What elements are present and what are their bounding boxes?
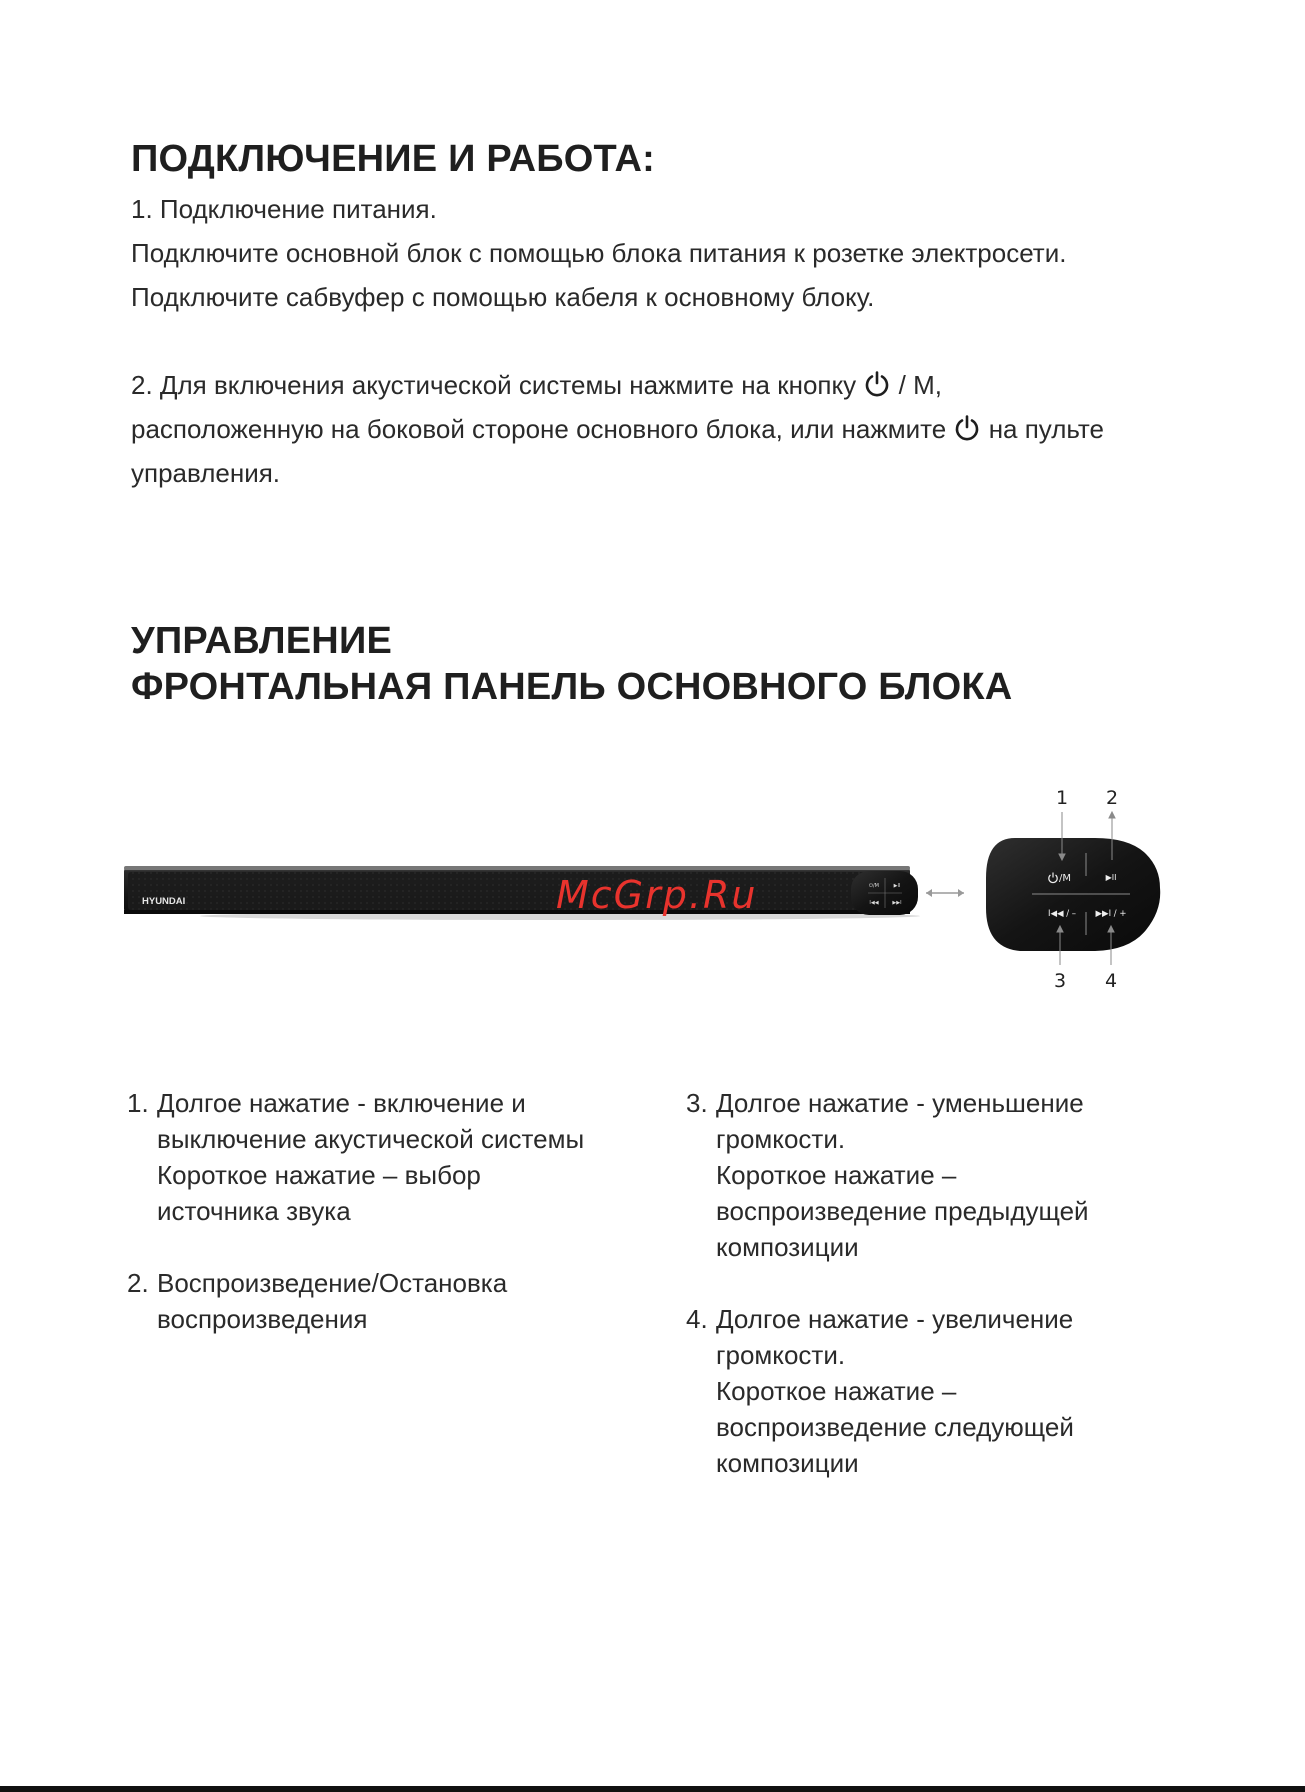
- step2-text-a: 2. Для включения акустической системы нажмите на кнопку: [131, 370, 864, 400]
- callout-1: 1: [1055, 787, 1069, 809]
- legend-line: воспроизведения: [157, 1304, 368, 1334]
- legend-line: громкости.: [716, 1124, 846, 1154]
- small-button-prev: I◀◀: [869, 900, 879, 906]
- legend-line: Долгое нажатие - увеличение: [716, 1304, 1074, 1334]
- legend-line: Короткое нажатие – выбор: [157, 1160, 481, 1190]
- legend-item-number: 3.: [686, 1088, 708, 1118]
- small-button-next: ▶▶I: [892, 900, 902, 906]
- brand-logo: HYUNDAI: [142, 896, 186, 907]
- legend-line: Короткое нажатие –: [716, 1160, 957, 1190]
- step2-line3: управления.: [131, 458, 281, 488]
- section-heading-front-panel: ФРОНТАЛЬНАЯ ПАНЕЛЬ ОСНОВНОГО БЛОКА: [131, 666, 1013, 708]
- step2-line2: [131, 414, 1104, 445]
- legend-item-number: 2.: [127, 1268, 149, 1298]
- step1-title: 1. Подключение питания.: [131, 194, 437, 224]
- button-play-pause: ▶II: [1105, 873, 1117, 882]
- power-icon: [953, 414, 981, 442]
- callout-4: 4: [1104, 970, 1118, 992]
- legend-item-1: [127, 1085, 647, 1229]
- small-button-power: ⏻/M: [869, 883, 879, 889]
- callout-3: 3: [1053, 970, 1067, 992]
- small-button-play: ▶II: [893, 883, 901, 889]
- legend-item-4: [686, 1301, 1226, 1481]
- legend-item-number: 1.: [127, 1088, 149, 1118]
- side-panel-small: [851, 871, 918, 915]
- legend-item-3: [686, 1085, 1226, 1265]
- step2-line1: [131, 370, 942, 401]
- legend-line: источника звука: [157, 1196, 351, 1226]
- legend-line: Долгое нажатие - уменьшение: [716, 1088, 1084, 1118]
- step2-text-b: / M,: [898, 370, 942, 400]
- zoom-arrow: [926, 889, 964, 897]
- legend-line: Долгое нажатие - включение и: [157, 1088, 526, 1118]
- step2-text-c: расположенную на боковой стороне основного блока, или нажмите: [131, 414, 954, 444]
- step2-text-d: на пульте: [988, 414, 1104, 444]
- soundbar-main-unit: [124, 866, 920, 920]
- legend-line: композиции: [716, 1232, 859, 1262]
- legend-line: воспроизведение предыдущей: [716, 1196, 1089, 1226]
- legend-line: воспроизведение следующей: [716, 1412, 1074, 1442]
- callout-2: 2: [1105, 787, 1119, 809]
- button-next-volume-up: ▶▶I / +: [1095, 909, 1127, 919]
- button-prev-volume-down: I◀◀ / –: [1047, 909, 1077, 919]
- step1-line1: Подключите основной блок с помощью блока питания к розетке электросети.: [131, 238, 1067, 268]
- legend-line: Короткое нажатие –: [716, 1376, 957, 1406]
- step1-line2: Подключите сабвуфер с помощью кабеля к основному блоку.: [131, 282, 875, 312]
- section-heading-control: УПРАВЛЕНИЕ: [131, 620, 393, 662]
- legend-line: выключение акустической системы: [157, 1124, 585, 1154]
- section-heading-connection: ПОДКЛЮЧЕНИЕ И РАБОТА:: [131, 138, 655, 180]
- page-bottom-border: [0, 1786, 1305, 1792]
- legend-item-number: 4.: [686, 1304, 708, 1334]
- power-icon: [863, 370, 891, 398]
- legend-item-2: [127, 1265, 647, 1337]
- legend-left-column: [127, 1085, 647, 1337]
- side-panel-large: [986, 838, 1160, 951]
- watermark: McGrp.Ru: [556, 873, 758, 917]
- legend-line: Воспроизведение/Остановка: [157, 1268, 508, 1298]
- legend-right-column: [686, 1085, 1226, 1481]
- legend-line: композиции: [716, 1448, 859, 1478]
- legend-line: громкости.: [716, 1340, 846, 1370]
- button-power-label: /M: [1059, 873, 1071, 884]
